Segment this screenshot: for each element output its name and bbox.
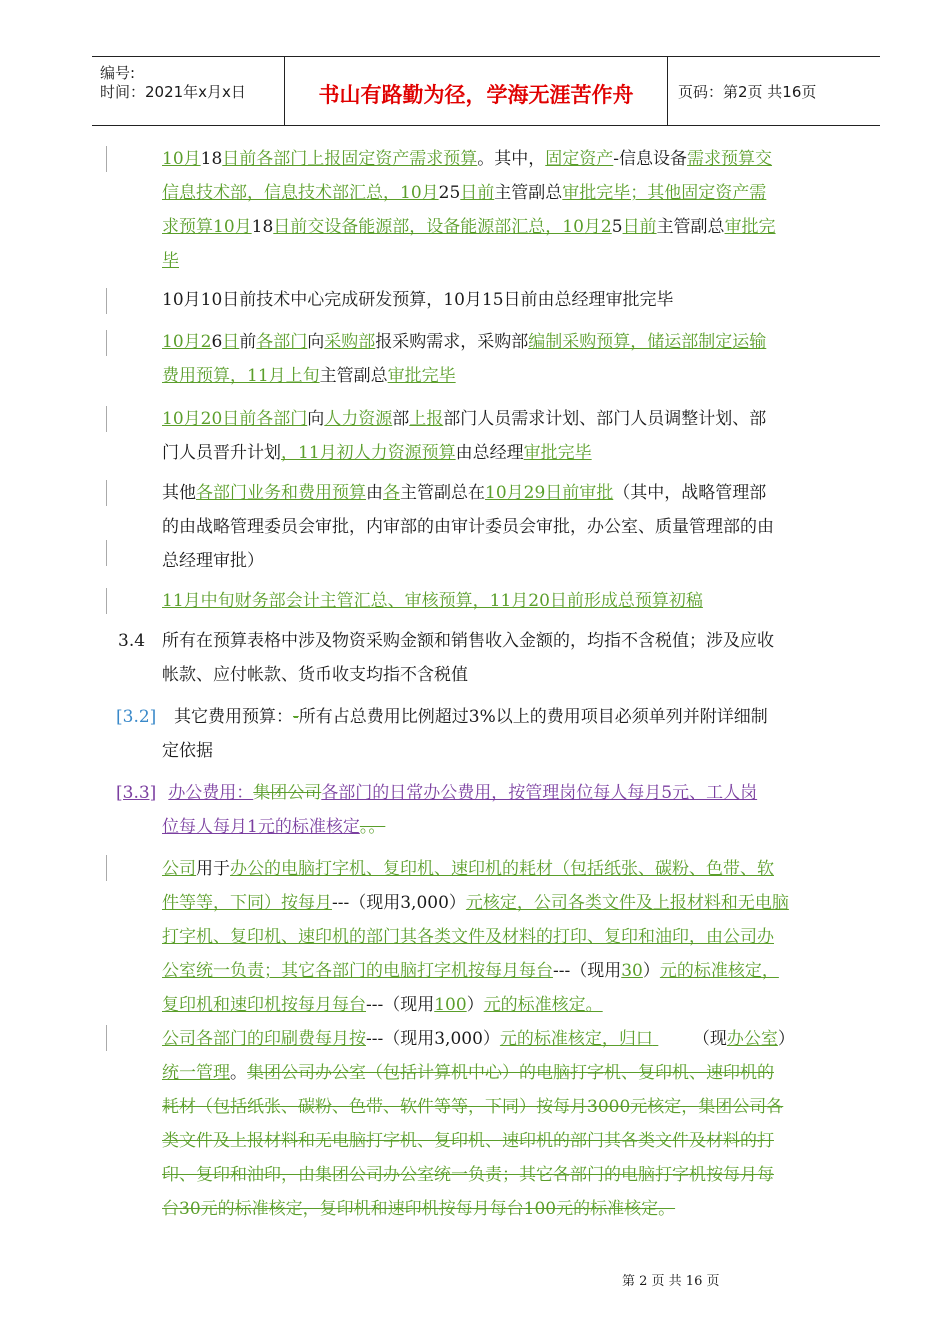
text-line (162, 476, 774, 510)
page-header (92, 56, 880, 126)
inserted-text: 费用预算，11月上旬 (162, 366, 320, 386)
text-line (162, 1124, 795, 1158)
inserted-text: 元核定，公司各类文件及上报材料和无电脑 (465, 893, 789, 913)
deleted-text: - (293, 707, 299, 727)
text-run: 向 (307, 332, 325, 352)
text-line (162, 1022, 795, 1056)
text-line: 帐款、应付帐款、货币收支均指不含税值 (162, 665, 468, 685)
inserted-text: 审批完毕；其他固定资产需 (562, 183, 767, 203)
inserted-text: 日前各部门上报固定资产需求预算 (222, 149, 478, 169)
inserted-text: 各部门 (256, 332, 308, 352)
text-run: 所有占总费用比例超过3%以上的费用项目必须单列并附详细制 (298, 707, 768, 727)
deleted-text: 台30元的标准核定，复印机和速印机按每月每台100元的标准核定。 (162, 1199, 676, 1219)
text-run: ） (642, 961, 660, 981)
inserted-text: 元的标准核定， (659, 961, 779, 981)
deleted-text: 耗材（包括纸张、碳粉、色带、软件等等，下同）按每月3000元核定，集团公司各 (162, 1097, 784, 1117)
text-line (162, 920, 789, 954)
text-run: 其他 (162, 483, 196, 503)
change-bar (106, 588, 107, 614)
deleted-text: 类文件及上报材料和无电脑打字机、复印机、速印机的部门其各类文件及材料的打 (162, 1131, 774, 1151)
text-run: 用于 (196, 859, 230, 879)
text-run: 18 (251, 217, 274, 237)
text-line: 的由战略管理委员会审批，内审部的由审计委员会审批，办公室、质量管理部的由 (162, 517, 774, 537)
text-line: 所有在预算表格中涉及物资采购金额和销售收入金额的，均指不含税值；涉及应收 (162, 631, 774, 651)
text-run: 部门人员需求计划、部门人员调整计划、部 (443, 409, 767, 429)
inserted-text: 办公的电脑打字机、复印机、速印机的耗材（包括纸张、碳粉、色带、软 (230, 859, 774, 879)
inserted-text: 100 (434, 995, 467, 1015)
paragraph-fixed-asset-budget (162, 142, 776, 278)
text-line (162, 886, 789, 920)
inserted-text: 审批完毕 (523, 443, 592, 463)
inserted-text: 各 (383, 483, 400, 503)
deleted-text: 印、复印和油印，由集团公司办公室统一负责；其它各部门的电脑打字机按每月每 (162, 1165, 774, 1185)
text-run: 。其中， (477, 149, 546, 169)
text-run: ） (466, 995, 484, 1015)
comment-marker-3-2[interactable]: [3.2] (116, 707, 157, 727)
text-run: 前 (239, 332, 257, 352)
header-motto: 书山有路勤为径，学海无涯苦作舟 (318, 83, 634, 107)
paragraph-hr-budget (162, 402, 766, 470)
inserted-text: 日前交设备能源部，设备能源部汇总，10月2 (273, 217, 612, 237)
text-run: 门人员晋升计划 (162, 443, 281, 463)
inserted-text: 10月29日前审批 (485, 483, 614, 503)
text-line: 总经理审批） (162, 551, 264, 571)
header-page-number: 页码：第2页 共16页 (678, 83, 817, 101)
text-line (162, 1192, 795, 1226)
text-line (116, 776, 757, 810)
inserted-text: 10月2 (162, 332, 212, 352)
inserted-text: 公司 (162, 859, 196, 879)
text-run: （其中，战略管理部 (613, 483, 767, 503)
paragraph-rd-budget: 10月10日前技术中心完成研发预算，10月15日前由总经理审批完毕 (162, 290, 674, 310)
paragraph-consumables (162, 852, 789, 1022)
section-number-3-4: 3.4 (118, 631, 146, 651)
text-line (162, 1090, 795, 1124)
text-run: 18 (200, 149, 223, 169)
inserted-text: 件等等，下同）按每月 (162, 893, 332, 913)
text-run: 主管副总 (494, 183, 563, 203)
inserted-text: 元的标准核定。 (483, 995, 603, 1015)
text-run: 6 (211, 332, 223, 352)
inserted-text: 固定资产 (545, 149, 614, 169)
paragraph-finance-summary (162, 584, 703, 618)
text-run: 主管副总在 (400, 483, 485, 503)
header-motto-cell (285, 57, 668, 125)
text-run: （现 (692, 1029, 727, 1049)
text-run: 其它费用预算： (174, 707, 293, 727)
inserted-text: 上报 (409, 409, 444, 429)
text-line (162, 436, 766, 470)
inserted-text: 日前 (622, 217, 657, 237)
comment-marker-3-3[interactable]: [3.3] (116, 783, 157, 803)
change-bar (106, 406, 107, 432)
inserted-text: 办公室 (726, 1029, 778, 1049)
text-line (162, 852, 789, 886)
inserted-text: 30 (621, 961, 643, 981)
text-run: 。 (230, 1063, 247, 1083)
deleted-text: 集团公司办公室（包括计算机中心）的电脑打字机、复印机、速印机的 (247, 1063, 774, 1083)
inserted-text: 毕 (162, 251, 179, 271)
inserted-text: 日前 (460, 183, 495, 203)
text-line (162, 1158, 795, 1192)
moved-text: 办公费用： (168, 783, 254, 803)
text-run: 部 (392, 409, 410, 429)
text-line (162, 1056, 795, 1090)
text-run: ---（现用3,000） (332, 893, 466, 913)
text-line (162, 988, 789, 1022)
text-line (162, 402, 766, 436)
text-run: 5 (611, 217, 623, 237)
header-page-cell (668, 57, 880, 125)
text-run: -信息设备 (613, 149, 688, 169)
page-footer: 第 2 页 共 16 页 (622, 1274, 720, 1289)
text-run: 25 (438, 183, 461, 203)
text-run: ---（现用 (553, 961, 622, 981)
inserted-text: 10月 (162, 149, 201, 169)
text-line (162, 954, 789, 988)
text-line (162, 325, 766, 359)
inserted-text: 复印机和速印机按每月每台 (162, 995, 366, 1015)
paragraph-printing (162, 1022, 795, 1226)
inserted-text: 审批完毕 (387, 366, 456, 386)
inserted-text: 人力资源 (324, 409, 393, 429)
text-line (162, 142, 776, 176)
inserted-text: 审批完 (724, 217, 776, 237)
text-run: 由总经理 (455, 443, 524, 463)
text-run: 由 (366, 483, 383, 503)
paragraph-office-expenses-cont (162, 810, 385, 844)
paragraph-purchase-budget (162, 325, 766, 393)
inserted-text: 需求预算交 (687, 149, 773, 169)
inserted-text: 打字机、复印机、速印机的部门其各类文件及材料的打印、复印和油印，由公司办 (162, 927, 774, 947)
text-run: ） (777, 1029, 795, 1049)
inserted-text: 公室统一负责；其它各部门的电脑打字机按每月每台 (162, 961, 553, 981)
inserted-text: 10月20日前各部门 (162, 409, 308, 429)
header-info-cell (92, 57, 285, 125)
text-line (162, 244, 776, 278)
text-line (162, 359, 766, 393)
deleted-text: 集团公司 (253, 783, 322, 803)
inserted-text: 各部门业务和费用预算 (196, 483, 366, 503)
text-line (162, 176, 776, 210)
change-bar (106, 288, 107, 314)
inserted-text: 日 (222, 332, 240, 352)
paragraph-office-expenses (116, 776, 757, 810)
text-run: 主管副总 (319, 366, 388, 386)
paragraph-tax-note (162, 624, 774, 692)
text-run: ---（现用 (366, 995, 435, 1015)
paragraph-other-expenses (174, 700, 768, 734)
document-time-label: 时间：2021年x月x日 (100, 83, 246, 101)
moved-text: 位每人每月1元的标准核定 (162, 817, 360, 837)
moved-text: 各部门的日常办公费用，按管理岗位每人每月5元、工人岗 (321, 783, 758, 803)
text-run: ---（现用3,000） (366, 1029, 500, 1049)
blank-field (653, 1022, 693, 1056)
change-bar (106, 146, 107, 172)
inserted-text: 统一管理 (162, 1063, 230, 1083)
change-bar (106, 855, 107, 881)
text-line (174, 700, 768, 734)
text-run: 向 (307, 409, 325, 429)
document-number-label: 编号: (100, 64, 136, 82)
inserted-text: ，11月初人力资源预算 (281, 443, 456, 463)
change-bar (106, 540, 107, 566)
change-bar (106, 330, 107, 356)
inserted-text: 公司各部门的印刷费每月按 (162, 1029, 366, 1049)
text-run: 报采购需求，采购部 (375, 332, 529, 352)
inserted-text: 求预算10月 (162, 217, 252, 237)
deleted-text: 。。 (359, 817, 386, 837)
text-run: 主管副总 (656, 217, 725, 237)
inserted-text: 信息技术部，信息技术部汇总，10月 (162, 183, 439, 203)
inserted-text: 11月中旬财务部会计主管汇总、审核预算，11月20日前形成总预算初稿 (162, 591, 703, 611)
change-bar (106, 1025, 107, 1051)
text-line (162, 210, 776, 244)
inserted-text: 采购部 (324, 332, 376, 352)
inserted-text: 编制采购预算，储运部制定运输 (528, 332, 767, 352)
inserted-text: 元的标准核定，归口 (499, 1029, 653, 1049)
paragraph-other-expenses-cont: 定依据 (162, 741, 213, 761)
change-bar (106, 480, 107, 506)
paragraph-other-budget (162, 476, 774, 578)
